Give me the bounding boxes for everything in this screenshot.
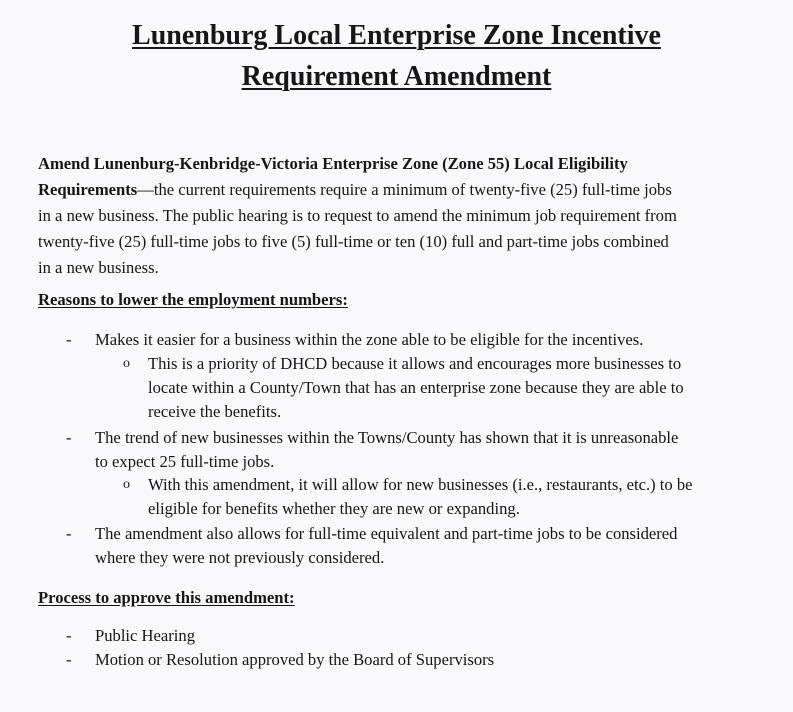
reason-2-sub-line-1: With this amendment, it will allow for new businesses (i.e., restaurants, etc.) to be <box>148 475 693 494</box>
intro-bold-lead: Amend Lunenburg-Kenbridge-Victoria Enterprise Zone (Zone 55) Local Eligibility <box>38 154 628 173</box>
bullet-dash: - <box>66 650 72 669</box>
bullet-dash: - <box>66 428 72 447</box>
bullet-dash: - <box>66 330 72 349</box>
reason-1-sub-line-3: receive the benefits. <box>148 402 282 421</box>
reason-bullet-2-line-1: The trend of new businesses within the Towns/County has shown that it is unreasonable <box>95 428 679 447</box>
reason-1-sub-line-1: This is a priority of DHCD because it allows and encourages more businesses to <box>148 354 682 373</box>
reason-bullet-3-line-2: where they were not previously considered. <box>95 548 385 567</box>
intro-text-line-3: in a new business. The public hearing is to request to amend the minimum job requirement from <box>38 206 677 225</box>
reason-2-sub-line-2: eligible for benefits whether they are new or expanding. <box>148 499 520 518</box>
intro-text-line-4: twenty-five (25) full-time jobs to five (5) full-time or ten (10) full and part-time jobs combined <box>38 232 669 251</box>
document-title-line-1: Lunenburg Local Enterprise Zone Incentive <box>132 20 661 51</box>
process-heading: Process to approve this amendment: <box>38 588 295 607</box>
bullet-dash: - <box>66 524 72 543</box>
sub-bullet-circle: o <box>123 356 130 371</box>
reasons-heading: Reasons to lower the employment numbers: <box>38 290 348 309</box>
intro-bold-requirements: Requirements <box>38 180 138 199</box>
process-bullet-1: Public Hearing <box>95 626 196 645</box>
reason-1-sub-line-2: locate within a County/Town that has an enterprise zone because they are able to <box>148 378 684 397</box>
sub-bullet-circle: o <box>123 477 130 492</box>
reason-bullet-1: Makes it easier for a business within the zone able to be eligible for the incentives. <box>95 330 644 349</box>
process-bullet-2: Motion or Resolution approved by the Board of Supervisors <box>95 650 495 669</box>
bullet-dash: - <box>66 626 72 645</box>
intro-paragraph <box>38 151 763 281</box>
reason-bullet-2-line-2: to expect 25 full-time jobs. <box>95 452 275 471</box>
reason-bullet-3-line-1: The amendment also allows for full-time equivalent and part-time jobs to be considered <box>95 524 678 543</box>
intro-text-line-2: —the current requirements require a minimum of twenty-five (25) full-time jobs <box>137 180 672 199</box>
intro-text-line-5: in a new business. <box>38 258 159 277</box>
document-title-line-2: Requirement Amendment <box>241 61 552 92</box>
